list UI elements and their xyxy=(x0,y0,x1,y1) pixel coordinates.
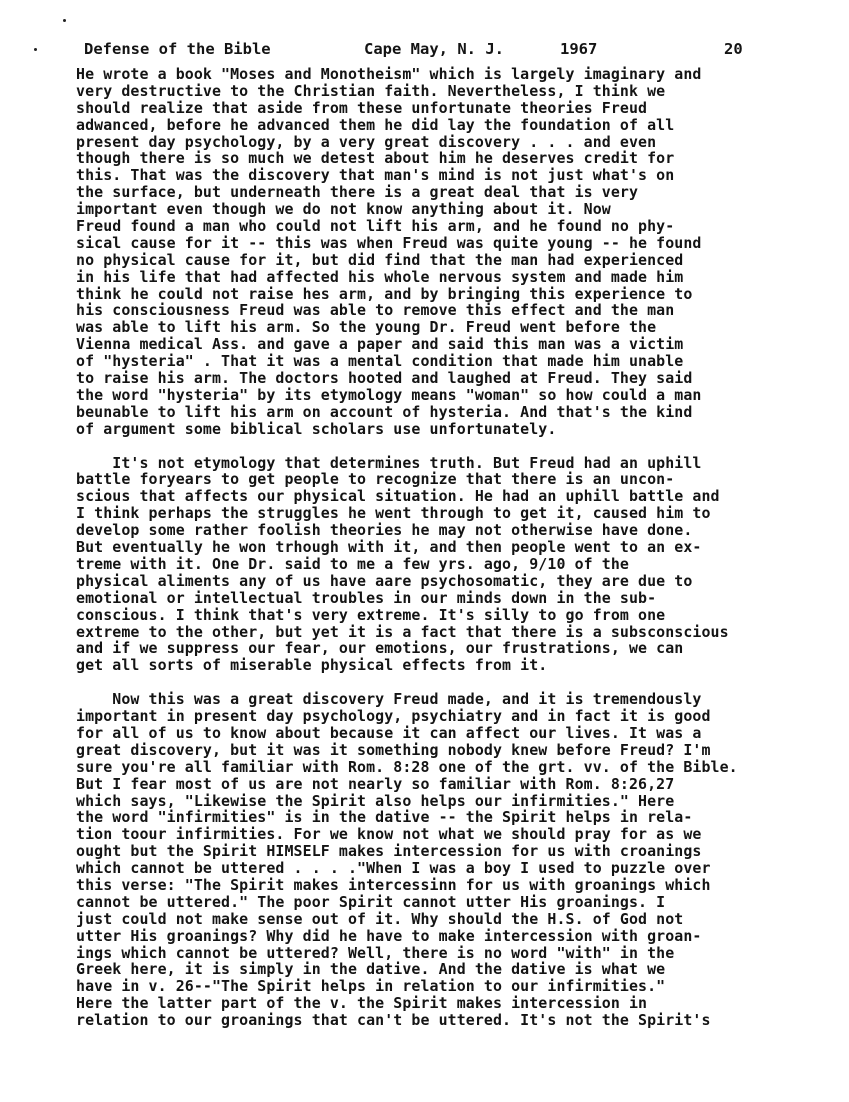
text-line: for all of us to know about because it can affect our lives. It was a xyxy=(76,723,702,742)
page-header xyxy=(84,40,784,62)
document-body xyxy=(76,66,816,1029)
text-line: sical cause for it -- this was when Freud was quite young -- he found xyxy=(76,233,702,252)
text-line: and if we suppress our fear, our emotions, our frustrations, we can xyxy=(76,639,684,658)
paragraph-spacer xyxy=(76,438,816,455)
text-line: think he could not raise hes arm, and by bringing this experience to xyxy=(76,284,693,303)
text-line: in his life that had affected his whole nervous system and made him xyxy=(76,267,684,286)
text-line: which cannot be uttered . . . ."When I was a boy I used to puzzle over xyxy=(76,859,711,878)
text-line: relation to our groanings that can't be uttered. It's not the Spirit's xyxy=(76,1011,711,1030)
text-line: tion toour infirmities. For we know not what we should pray for as we xyxy=(76,825,702,844)
text-line: beunable to lift his arm on account of hysteria. And that's the kind xyxy=(76,402,693,421)
text-line: emotional or intellectual troubles in our minds down in the sub- xyxy=(76,588,657,607)
text-line: scious that affects our physical situation. He had an uphill battle and xyxy=(76,487,720,506)
text-line: important in present day psychology, psychiatry and in fact it is good xyxy=(76,707,711,726)
text-line: though there is so much we detest about him he deserves credit for xyxy=(76,149,675,168)
text-line: treme with it. One Dr. said to me a few yrs. ago, 9/10 of the xyxy=(76,554,629,573)
text-line: the word "infirmities" is in the dative -- the Spirit helps in rela- xyxy=(76,808,693,827)
text-line: present day psychology, by a very great discovery . . . and even xyxy=(76,132,657,151)
text-line: sure you're all familiar with Rom. 8:28 one of the grt. vv. of the Bible. xyxy=(76,757,738,776)
paragraph xyxy=(76,66,816,438)
document-year: 1967 xyxy=(560,40,598,58)
text-line: his consciousness Freud was able to remove this effect and the man xyxy=(76,301,675,320)
margin-speck xyxy=(63,19,66,22)
text-line: the word "hysteria" by its etymology means "woman" so how could a man xyxy=(76,385,702,404)
text-line: conscious. I think that's very extreme. It's silly to go from one xyxy=(76,605,666,624)
text-line: Here the latter part of the v. the Spirit makes intercession in xyxy=(76,994,648,1013)
text-line: extreme to the other, but yet it is a fact that there is a subsconscious xyxy=(76,622,729,641)
text-line: But I fear most of us are not nearly so familiar with Rom. 8:26,27 xyxy=(76,774,675,793)
text-line: adwanced, before he advanced them he did lay the foundation of all xyxy=(76,115,675,134)
text-line: this. That was the discovery that man's mind is not just what's on xyxy=(76,166,675,185)
text-line: of argument some biblical scholars use unfortunately. xyxy=(76,419,557,438)
text-line: Now this was a great discovery Freud made, and it is tremendously xyxy=(76,690,702,709)
text-line: I think perhaps the struggles he went through to get it, caused him to xyxy=(76,504,711,523)
paragraph xyxy=(76,455,816,675)
document-place: Cape May, N. J. xyxy=(364,40,504,58)
text-line: was able to lift his arm. So the young Dr. Freud went before the xyxy=(76,318,657,337)
text-line: utter His groanings? Why did he have to make intercession with groan- xyxy=(76,926,702,945)
page-number: 20 xyxy=(724,40,743,58)
text-line: get all sorts of miserable physical effects from it. xyxy=(76,656,548,675)
text-line: ings which cannot be uttered? Well, there is no word "with" in the xyxy=(76,943,675,962)
text-line: of "hysteria" . That it was a mental condition that made him unable xyxy=(76,352,684,371)
text-line: important even though we do not know anything about it. Now xyxy=(76,200,611,219)
text-line: ought but the Spirit HIMSELF makes intercession for us with croanings xyxy=(76,842,702,861)
text-line: Greek here, it is simply in the dative. And the dative is what we xyxy=(76,960,666,979)
text-line: this verse: "The Spirit makes intercessinn for us with groanings which xyxy=(76,875,711,894)
document-title: Defense of the Bible xyxy=(84,40,271,58)
text-line: cannot be uttered." The poor Spirit cannot utter His groanings. I xyxy=(76,892,666,911)
text-line: to raise his arm. The doctors hooted and laughed at Freud. They said xyxy=(76,369,693,388)
text-line: physical aliments any of us have aare psychosomatic, they are due to xyxy=(76,571,693,590)
text-line: should realize that aside from these unfortunate theories Freud xyxy=(76,98,648,117)
text-line: develop some rather foolish theories he may not otherwise have done. xyxy=(76,521,693,540)
text-line: Freud found a man who could not lift his arm, and he found no phy- xyxy=(76,217,675,236)
paragraph-spacer xyxy=(76,674,816,691)
text-line: have in v. 26--"The Spirit helps in relation to our infirmities." xyxy=(76,977,666,996)
paragraph xyxy=(76,691,816,1029)
margin-speck xyxy=(34,48,37,51)
text-line: battle foryears to get people to recognize that there is an uncon- xyxy=(76,470,675,489)
text-line: great discovery, but it was it something nobody knew before Freud? I'm xyxy=(76,740,711,759)
text-line: It's not etymology that determines truth. But Freud had an uphill xyxy=(76,453,702,472)
text-line: just could not make sense out of it. Why should the H.S. of God not xyxy=(76,909,684,928)
text-line: no physical cause for it, but did find that the man had experienced xyxy=(76,250,684,269)
text-line: But eventually he won trhough with it, and then people went to an ex- xyxy=(76,538,702,557)
text-line: Vienna medical Ass. and gave a paper and said this man was a victim xyxy=(76,335,684,354)
text-line: very destructive to the Christian faith. Nevertheless, I think we xyxy=(76,81,666,100)
text-line: the surface, but underneath there is a great deal that is very xyxy=(76,183,639,202)
text-line: which says, "Likewise the Spirit also helps our infirmities." Here xyxy=(76,791,675,810)
text-line: He wrote a book "Moses and Monotheism" which is largely imaginary and xyxy=(76,65,702,83)
